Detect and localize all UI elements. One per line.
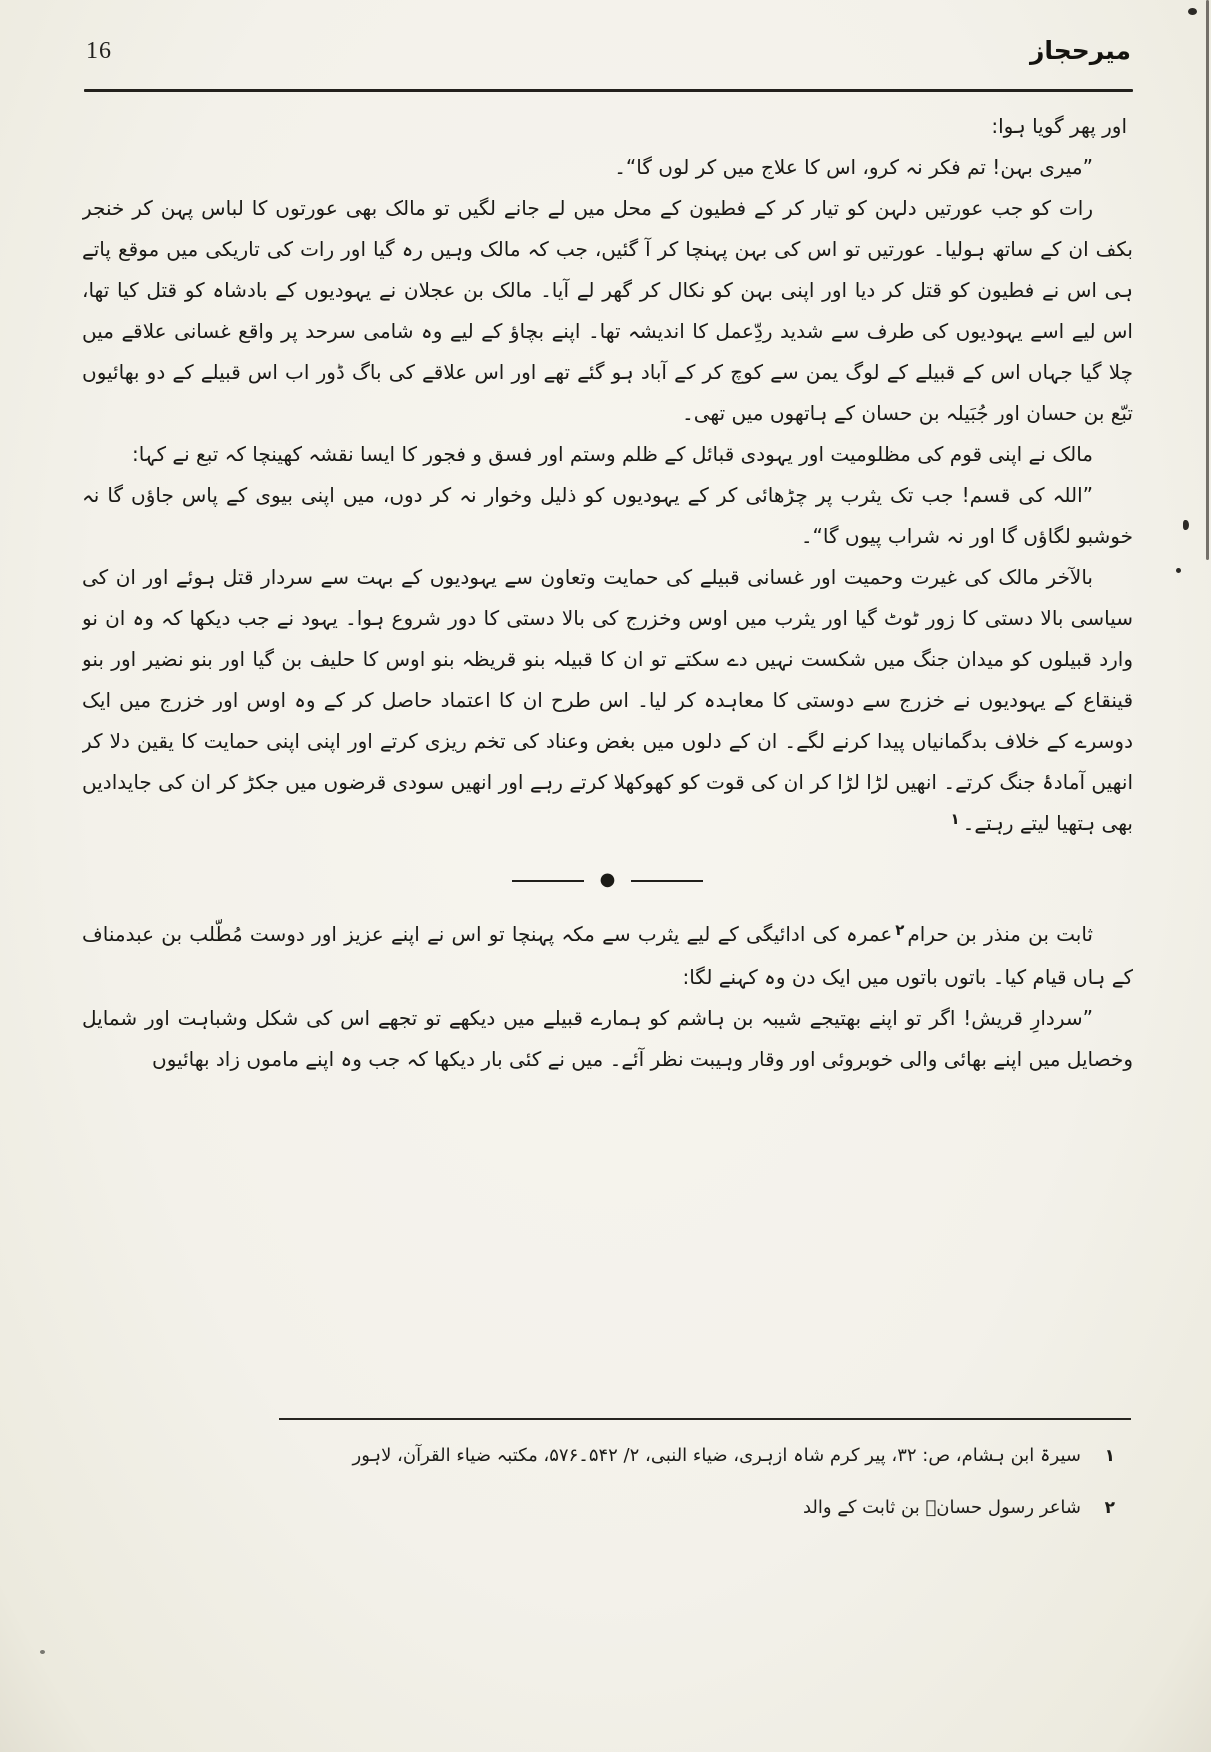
- paragraph-text: ثابت بن منذر بن حرام: [907, 922, 1094, 946]
- paragraph-narrative-4: [82, 914, 1133, 998]
- paragraph-narrative-2: مالک نے اپنی قوم کی مظلومیت اور یہودی قبائل کے ظلم وستم اور فسق و فجور کا ایسا نقشہ کھینچا کہ تبع نے کہا:: [131, 442, 1093, 466]
- book-title: میرحجاز: [1029, 36, 1131, 65]
- footnote-marker-1: ۱: [950, 810, 960, 828]
- footnote-item: [180, 1488, 1115, 1528]
- body-text: [82, 106, 1133, 1402]
- footnote-item-text: شاعر رسول حسانؓ بن ثابت کے والد: [802, 1497, 1081, 1518]
- scan-speck: [1188, 8, 1197, 15]
- page-header: [86, 36, 1131, 65]
- scan-edge-shadow: [1206, 0, 1209, 560]
- footnote-item-marker: ۲: [1104, 1498, 1115, 1518]
- scan-speck: [1183, 520, 1189, 530]
- footnotes: [180, 1436, 1115, 1540]
- paragraph-narrative-1: رات کو جب عورتیں دلہن کو تیار کر کے فطیون کے محل میں لے جانے لگیں تو مالک بھی عورتوں کا لباس پہن کر خنجر بکف ان کے ساتھ ہولیا۔ عورتیں تو اس کی بہن پہنچا کر آ گئیں، جب کہ مالک وہیں رہ گیا اور رات کی تاریکی میں موقع پاتے ہی اس نے فطیون کو قتل کر دیا اور اپنی بہن کو نکال کر گھر لے آیا۔ مالک بن عجلان نے یہودیوں کے بادشاہ کو قتل کیا تھا، اس لیے اسے یہودیوں کی طرف سے شدید ردِّعمل کا اندیشہ تھا۔ اپنے بچاؤ کے لیے وہ شامی سرحد پر واقع غسانی علاقے میں چلا گیا جہاں اس کے قبیلے کے لوگ یمن سے کوچ کر کے آباد ہو گئے تھے اور اس علاقے کی باگ ڈور اب اس قبیلے کے دو بھائیوں تبّع بن حسان اور جُبَیلہ بن حسان کے ہاتھوں میں تھی۔: [82, 196, 1133, 425]
- footnote-item-text: سیرۃ ابن ہشام، ص: ۳۲، پیر کرم شاہ ازہری، ضیاء النبی، ۲/ ۵۴۲۔۵۷۶، مکتبہ ضیاء القرآن، لاہور: [352, 1445, 1081, 1466]
- paragraph-quote-1: ”میری بہن! تم فکر نہ کرو، اس کا علاج میں کر لوں گا“۔: [614, 155, 1093, 179]
- paragraph-narrative-3: [82, 557, 1133, 846]
- paragraph-quote-3: ”سردارِ قریش! اگر تو اپنے بھتیجے شیبہ بن ہاشم کو ہمارے قبیلے میں دیکھے تو تجھے اس کی شکل وشباہت اور شمایل وخصایل میں اپنے بھائی والی خوبروئی اور وقار وہیبت نظر آئے۔ میں نے کئی بار دیکھا کہ جب وہ اپنے ماموں زاد بھائیوں: [82, 1006, 1133, 1071]
- paragraph-intro: اور پھر گویا ہوا:: [991, 114, 1127, 138]
- header-rule: [84, 89, 1133, 92]
- paragraph-quote-2: ”اللہ کی قسم! جب تک یثرب پر چڑھائی کر کے یہودیوں کو ذلیل وخوار نہ کر دوں، میں اپنی بیوی کے پاس جاؤں گا نہ خوشبو لگاؤں گا اور نہ شراب پیوں گا“۔: [82, 483, 1133, 548]
- footnote-item: [180, 1436, 1115, 1476]
- scan-speck: [1176, 568, 1181, 573]
- divider-bar: [631, 880, 703, 882]
- paragraph-text: عمرہ کی ادائیگی کے لیے یثرب سے مکہ پہنچا تو اس نے اپنے عزیز اور دوست مُطّلب بن عبدمناف کے ہاں قیام کیا۔ باتوں باتوں میں ایک دن وہ کہنے لگا:: [82, 922, 1133, 989]
- footnote-marker-2: ۲: [895, 921, 905, 939]
- page-number: 16: [86, 38, 112, 64]
- section-divider: [82, 869, 1133, 890]
- scan-speck: [40, 1650, 45, 1654]
- footnote-item-marker: ۱: [1104, 1446, 1115, 1466]
- divider-bar: [512, 880, 584, 882]
- footnote-rule: [279, 1418, 1131, 1420]
- divider-dot: ●: [599, 869, 616, 890]
- paragraph-text: بالآخر مالک کی غیرت وحمیت اور غسانی قبیلے کی حمایت وتعاون سے یہودیوں کے بہت سے سردار قتل ہوئے اور ان کی سیاسی بالا دستی کا زور ٹوٹ گیا اور یثرب میں اوس وخزرج کی بالا دستی کا دور شروع ہوا۔ یہود نے جب دیکھا کہ وہ ان نو وارد قبیلوں کو میدان جنگ میں شکست نہیں دے سکتے تو ان کا قبیلہ بنو قریظہ بنو اوس کا حلیف بن گیا اور بنو نضیر اور بنو قینقاع کے یہودیوں نے خزرج سے دوستی کا معاہدہ کر لیا۔ اس طرح ان کا اعتماد حاصل کر کے وہ اوس اور خزرج میں ایک دوسرے کے خلاف بدگمانیاں پیدا کرنے لگے۔ ان کے دلوں میں بغض وعناد کی تخم ریزی کرتے اور اپنی اپنی حمایت کا یقین دلا کر انھیں آمادۂ جنگ کرتے۔ انھیں لڑا لڑا کر ان کی قوت کو کھوکھلا کرتے رہے اور انھیں سودی قرضوں میں جکڑ کر ان کی جایدادیں بھی ہتھیا لیتے رہتے۔: [82, 565, 1133, 835]
